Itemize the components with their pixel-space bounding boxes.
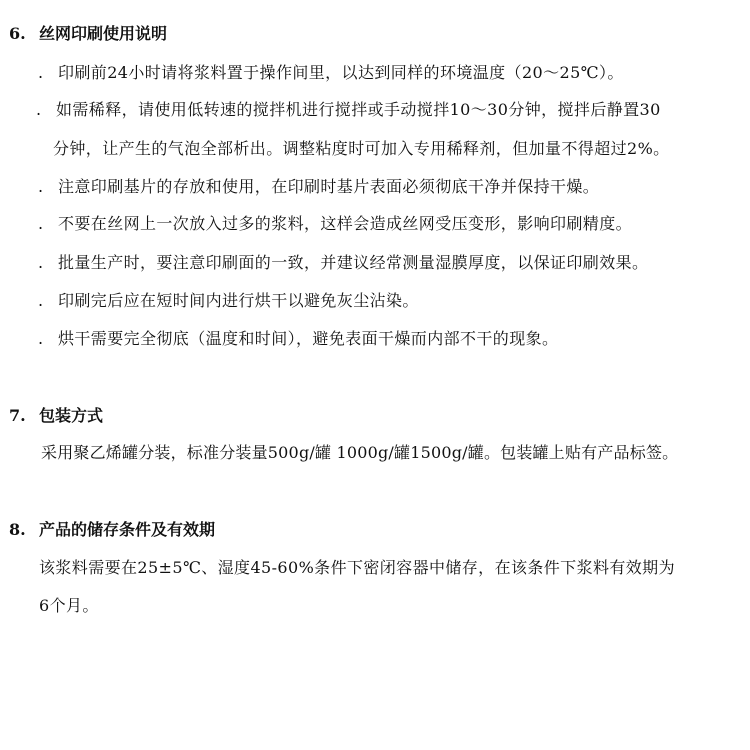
section-heading (9, 518, 215, 542)
section-title: 包装方式 (39, 406, 104, 425)
bullet-mark: . (38, 214, 44, 233)
list-item (38, 212, 632, 236)
bullet-mark: . (38, 177, 44, 196)
paragraph-text: 6个月。 (39, 596, 99, 615)
list-item-text: 分钟，让产生的气泡全部析出。调整粘度时可加入专用稀释剂，但加量不得超过2%。 (53, 139, 670, 158)
section-title: 产品的储存条件及有效期 (39, 520, 216, 539)
section-title: 丝网印刷使用说明 (39, 24, 168, 43)
list-item-text: 不要在丝网上一次放入过多的浆料，这样会造成丝网受压变形，影响印刷精度。 (58, 214, 633, 233)
bullet-mark: . (36, 100, 42, 119)
list-item-text: 如需稀释，请使用低转速的搅拌机进行搅拌或手动搅拌10～30分钟，搅拌后静置30 (56, 100, 661, 119)
storage-text-line (39, 594, 99, 618)
storage-text-line (39, 556, 675, 580)
list-item-text: 印刷完后应在短时间内进行烘干以避免灰尘沾染。 (58, 291, 419, 310)
list-item (38, 175, 599, 199)
list-item (36, 98, 661, 122)
list-item-continuation (53, 137, 670, 161)
section-heading (9, 22, 167, 46)
list-item-text: 批量生产时，要注意印刷面的一致，并建议经常测量湿膜厚度，以保证印刷效果。 (58, 253, 649, 272)
list-item-text: 注意印刷基片的存放和使用，在印刷时基片表面必须彻底干净并保持干燥。 (58, 177, 600, 196)
section-number: 8. (9, 520, 26, 539)
bullet-mark: . (38, 291, 44, 310)
packaging-text (41, 441, 678, 465)
list-item (38, 61, 624, 85)
bullet-mark: . (38, 329, 44, 348)
section-number: 7. (9, 406, 26, 425)
section-number: 6. (9, 24, 26, 43)
paragraph-text: 采用聚乙烯罐分装，标准分装量500g/罐 1000g/罐1500g/罐。包装罐上贴有产品标签。 (41, 443, 679, 462)
list-item-text: 印刷前24小时请将浆料置于操作间里，以达到同样的环境温度（20～25℃）。 (58, 63, 624, 82)
list-item (38, 327, 558, 351)
section-heading (9, 404, 103, 428)
list-item (38, 251, 648, 275)
bullet-mark: . (38, 253, 44, 272)
bullet-mark: . (38, 63, 44, 82)
list-item-text: 烘干需要完全彻底（温度和时间），避免表面干燥而内部不干的现象。 (58, 329, 559, 348)
paragraph-text: 该浆料需要在25±5℃、湿度45-60%条件下密闭容器中储存，在该条件下浆料有效期为 (39, 558, 675, 577)
list-item (38, 289, 419, 313)
